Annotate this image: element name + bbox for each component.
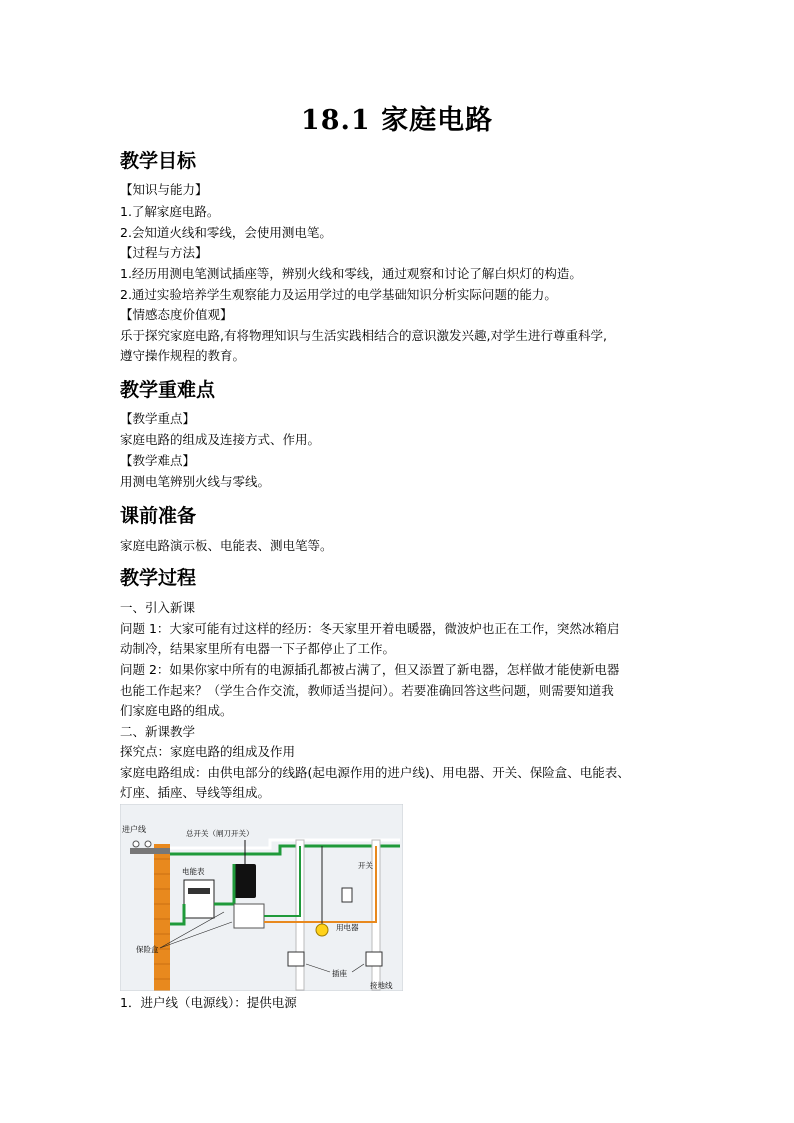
text-line: 【教学重点】 (120, 411, 196, 426)
text-line: 家庭电路的组成及连接方式、作用。 (120, 432, 321, 447)
text-line: 乐于探究家庭电路,有将物理知识与生活实践相结合的意识激发兴趣,对学生进行尊重科学, (120, 328, 607, 343)
socket-left (288, 952, 304, 966)
text-line: 2.会知道火线和零线，会使用测电笔。 (120, 225, 332, 240)
label-socket: 插座 (332, 969, 347, 978)
text-line: 【知识与能力】 (120, 182, 208, 197)
label-switch: 开关 (358, 861, 373, 870)
text-line: 问题 1：大家可能有过这样的经历：冬天家里开着电暖器，微波炉也正在工作，突然冰箱启 (120, 621, 620, 636)
text-line: 灯座、插座、导线等组成。 (120, 785, 271, 800)
text-line: 家庭电路演示板、电能表、测电笔等。 (120, 538, 333, 553)
brick-wall (154, 844, 170, 991)
label-fuse-box: 保险盒 (136, 945, 159, 954)
page-title: 18.1 家庭电路 (300, 105, 494, 136)
text-line: 【过程与方法】 (120, 245, 208, 260)
socket-right (366, 952, 382, 966)
text-line: 一、引入新课 (120, 600, 196, 615)
heading-keypoints: 教学重难点 (120, 379, 216, 401)
fuse-box (234, 904, 264, 928)
heading-goals: 教学目标 (120, 150, 197, 172)
text-line: 二、新课教学 (120, 724, 196, 739)
figure-caption: 1．进户线（电源线）：提供电源 (120, 995, 297, 1010)
text-line: 【教学难点】 (120, 453, 196, 468)
household-circuit-figure (120, 804, 403, 991)
wall-switch (342, 888, 352, 902)
lamp-bulb (316, 924, 328, 936)
text-line: 动制冷，结果家里所有电器一下子都停止了工作。 (120, 641, 396, 656)
text-line: 问题 2：如果你家中所有的电源插孔都被占满了，但又添置了新电器，怎样做才能使新电器 (120, 662, 620, 677)
label-incoming: 进户线 (122, 825, 146, 834)
electric-meter (184, 880, 214, 918)
text-line: 们家庭电路的组成。 (120, 703, 233, 718)
label-ground: 接地线 (370, 981, 393, 990)
heading-prep: 课前准备 (120, 505, 197, 527)
main-switch (234, 864, 256, 898)
label-main-switch: 总开关（闸刀开关） (186, 829, 254, 838)
text-line: 用测电笔辨别火线与零线。 (120, 474, 271, 489)
circuit-diagram (120, 804, 403, 991)
text-line: 遵守操作规程的教育。 (120, 348, 246, 363)
label-meter: 电能表 (182, 867, 205, 876)
text-line: 也能工作起来？（学生合作交流，教师适当提问）。若要准确回答这些问题，则需要知道我 (120, 683, 614, 698)
text-line: 1.经历用测电笔测试插座等，辨别火线和零线，通过观察和讨论了解白炽灯的构造。 (120, 266, 582, 281)
text-line: 【情感态度价值观】 (120, 307, 233, 322)
label-appliance: 用电器 (336, 923, 359, 932)
text-line: 2.通过实验培养学生观察能力及运用学过的电学基础知识分析实际问题的能力。 (120, 287, 557, 302)
text-line: 探究点：家庭电路的组成及作用 (120, 744, 296, 759)
text-line: 1.了解家庭电路。 (120, 204, 220, 219)
heading-process: 教学过程 (120, 567, 197, 589)
text-line: 家庭电路组成：由供电部分的线路(起电源作用的进户线)、用电器、开关、保险盒、电能表、 (120, 765, 630, 780)
